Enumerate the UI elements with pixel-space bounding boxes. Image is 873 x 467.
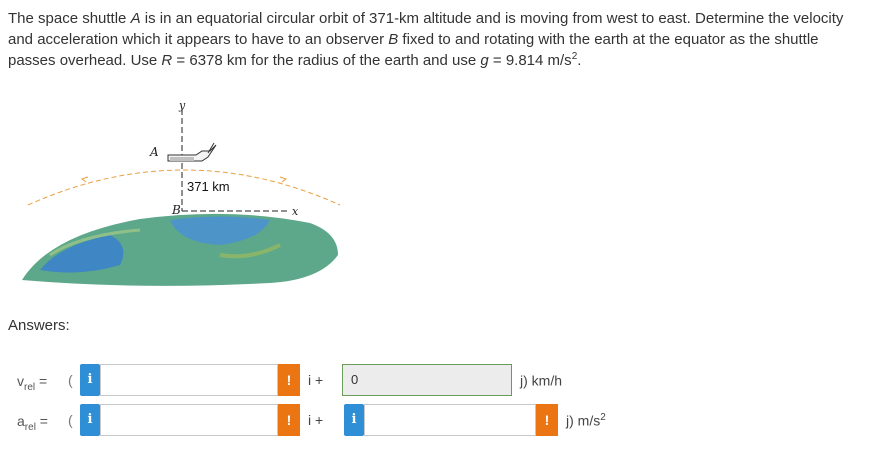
altitude-label: 371 km xyxy=(187,179,230,194)
acceleration-j-input[interactable] xyxy=(364,404,536,436)
answer-row-acceleration xyxy=(0,404,873,438)
shuttle-figure xyxy=(20,95,350,295)
open-paren: ( xyxy=(68,412,73,428)
velocity-label: $v_{rel}$ = xyxy=(17,373,48,393)
x-axis-label: x xyxy=(292,205,299,218)
answers-label: Answers: xyxy=(8,317,70,334)
point-a-label: A xyxy=(150,145,159,159)
acceleration-label: $a_{rel}$ = xyxy=(17,413,48,433)
shuttle-icon xyxy=(168,143,216,161)
acceleration-i-input[interactable] xyxy=(100,404,278,436)
answer-row-velocity xyxy=(0,364,873,398)
warning-icon[interactable]: ! xyxy=(278,404,300,436)
orbit-diagram xyxy=(20,95,350,295)
info-icon[interactable]: i xyxy=(80,404,100,436)
info-icon[interactable]: i xyxy=(344,404,364,436)
warning-icon[interactable]: ! xyxy=(278,364,300,396)
info-icon[interactable]: i xyxy=(80,364,100,396)
velocity-i-input[interactable] xyxy=(100,364,278,396)
i-unit-label: i + xyxy=(308,412,324,428)
point-b-label: B xyxy=(172,203,181,217)
acceleration-unit-label: j) $m/s^2$ xyxy=(566,412,606,429)
warning-icon[interactable]: ! xyxy=(536,404,558,436)
velocity-j-input[interactable]: 0 xyxy=(342,364,512,396)
velocity-unit-label: j) km/h xyxy=(520,372,562,389)
open-paren: ( xyxy=(68,372,73,388)
i-unit-label: i + xyxy=(308,372,324,388)
y-axis-label: y xyxy=(179,99,186,112)
problem-statement: The space shuttle A is in an equatorial circular orbit of 371-km altitude and is moving from west to east. Determine the velocity and acceleration which it appears to have to an observer B fixed to and rotating with the earth at the equator as the shuttle passes overhead. Use R = 6378 km for the radius of the earth and use g = 9.814 $m/s^2$. xyxy=(8,10,844,69)
